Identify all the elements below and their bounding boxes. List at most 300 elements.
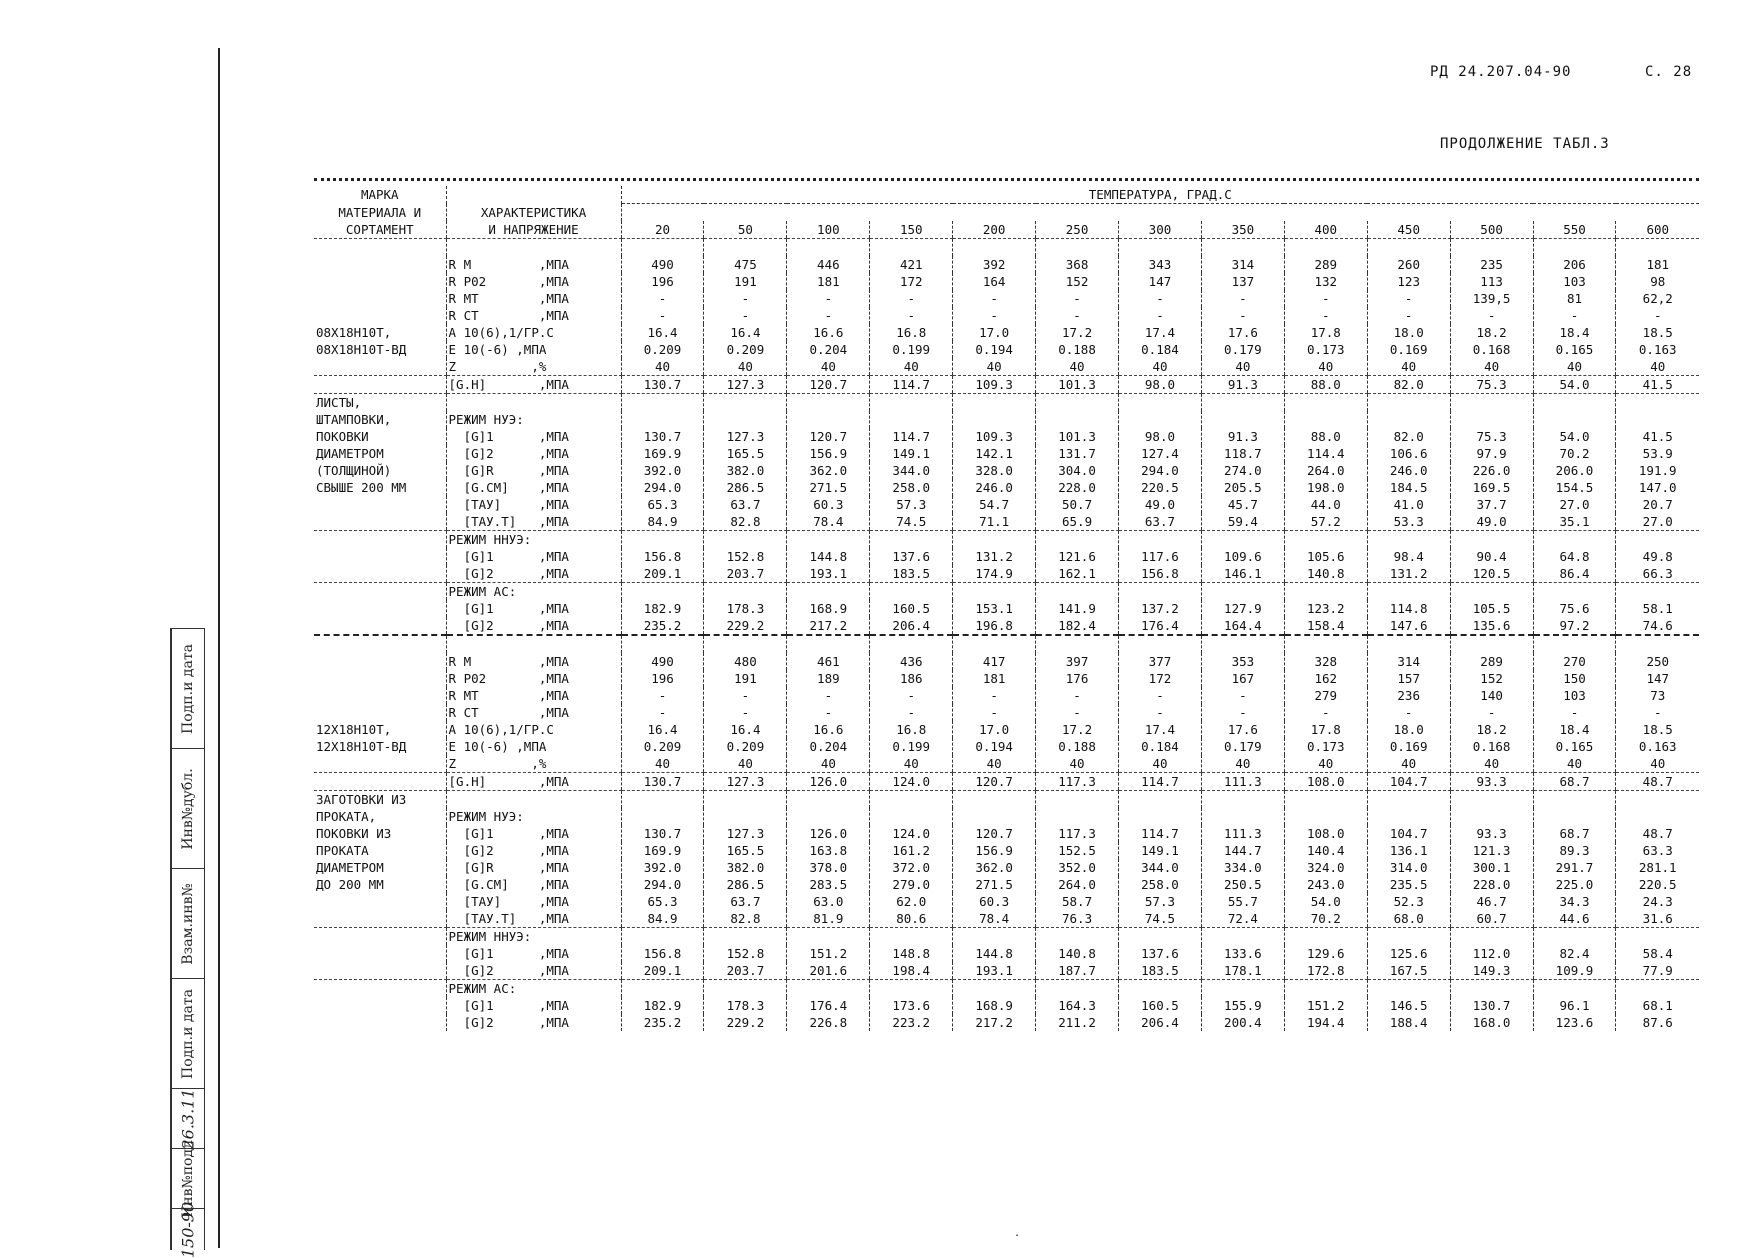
value-cell: 91.3 <box>1201 428 1284 445</box>
value-cell: 168.0 <box>1450 1014 1533 1031</box>
table-row <box>314 721 1699 738</box>
characteristic-cell: R CT ,МПА <box>446 307 621 324</box>
table-row <box>314 617 1699 635</box>
value-cell: 40 <box>621 755 704 773</box>
value-cell: 264.0 <box>1036 876 1119 893</box>
value-cell: 87.6 <box>1616 1014 1699 1031</box>
value-cell: 81.9 <box>787 910 870 928</box>
value-cell: - <box>870 704 953 721</box>
table-row <box>314 513 1699 531</box>
value-cell <box>1450 411 1533 428</box>
material-cell: ДИАМЕТРОМ <box>316 446 384 461</box>
value-cell: 125.6 <box>1367 945 1450 962</box>
material-cell <box>314 704 446 721</box>
value-cell: 89.3 <box>1533 842 1616 859</box>
characteristic-header <box>446 186 621 204</box>
value-cell: 40 <box>1036 755 1119 773</box>
material-cell <box>314 358 446 376</box>
value-cell: 16.6 <box>787 324 870 341</box>
value-cell: 181 <box>953 670 1036 687</box>
value-cell <box>953 791 1036 809</box>
value-cell <box>787 531 870 549</box>
value-cell: 109.9 <box>1533 962 1616 980</box>
value-cell: 352.0 <box>1036 859 1119 876</box>
temperature-column-header: 100 <box>787 221 870 239</box>
value-cell: 152.5 <box>1036 842 1119 859</box>
value-cell: 243.0 <box>1284 876 1367 893</box>
value-cell <box>1201 531 1284 549</box>
material-cell: СВЫШЕ 200 ММ <box>316 480 407 495</box>
material-cell <box>314 773 446 791</box>
value-cell: 45.7 <box>1201 496 1284 513</box>
value-cell: 63.7 <box>704 893 787 910</box>
value-cell <box>704 980 787 998</box>
value-cell: 314 <box>1201 256 1284 273</box>
value-cell: 187.7 <box>1036 962 1119 980</box>
value-cell: 65.9 <box>1036 513 1119 531</box>
value-cell: 40 <box>1201 755 1284 773</box>
value-cell <box>1533 531 1616 549</box>
value-cell: 82.0 <box>1367 428 1450 445</box>
value-cell: - <box>1036 687 1119 704</box>
value-cell: 109.6 <box>1201 548 1284 565</box>
approval-stamp <box>170 628 205 1258</box>
characteristic-cell: РЕЖИМ АС: <box>446 980 621 998</box>
value-cell: 172.8 <box>1284 962 1367 980</box>
value-cell <box>1036 808 1119 825</box>
value-cell: 150 <box>1533 670 1616 687</box>
value-cell <box>1367 411 1450 428</box>
table-header-row-2: МАТЕРИАЛА И ХАРАКТЕРИСТИКА <box>314 204 1699 222</box>
table-row <box>314 428 1699 445</box>
temperature-column-header: 350 <box>1201 221 1284 239</box>
value-cell: 164 <box>953 273 1036 290</box>
characteristic-cell: R M ,МПА <box>446 256 621 273</box>
value-cell: 40 <box>1616 755 1699 773</box>
value-cell: 372.0 <box>870 859 953 876</box>
value-cell: 137 <box>1201 273 1284 290</box>
value-cell <box>1284 583 1367 601</box>
value-cell: 63.3 <box>1616 842 1699 859</box>
material-cell <box>314 980 446 998</box>
value-cell <box>1616 980 1699 998</box>
value-cell: 65.3 <box>621 893 704 910</box>
value-cell: 173.6 <box>870 997 953 1014</box>
value-cell: 93.3 <box>1450 825 1533 842</box>
value-cell: 82.8 <box>704 910 787 928</box>
value-cell: 126.0 <box>787 773 870 791</box>
value-cell: 183.5 <box>870 565 953 583</box>
value-cell <box>621 791 704 809</box>
value-cell: 250.5 <box>1201 876 1284 893</box>
value-cell: - <box>704 307 787 324</box>
value-cell: 260 <box>1367 256 1450 273</box>
value-cell: 127.3 <box>704 376 787 394</box>
material-cell <box>314 496 446 513</box>
value-cell: 40 <box>1367 755 1450 773</box>
table-row <box>314 859 1699 876</box>
value-cell: 206 <box>1533 256 1616 273</box>
value-cell: 17.0 <box>953 721 1036 738</box>
value-cell: 228.0 <box>1450 876 1533 893</box>
value-cell: 246.0 <box>1367 462 1450 479</box>
value-cell: 65.3 <box>621 496 704 513</box>
value-cell: 71.1 <box>953 513 1036 531</box>
material-properties-table <box>314 186 1699 1031</box>
value-cell: 17.8 <box>1284 721 1367 738</box>
material-cell <box>314 962 446 980</box>
value-cell <box>1616 791 1699 809</box>
characteristic-cell: [G]1 ,МПА <box>446 997 621 1014</box>
material-cell <box>314 1014 446 1031</box>
value-cell: 49.0 <box>1450 513 1533 531</box>
value-cell: - <box>1533 704 1616 721</box>
value-cell: 167.5 <box>1367 962 1450 980</box>
value-cell: 144.8 <box>787 548 870 565</box>
value-cell: 162 <box>1284 670 1367 687</box>
value-cell: 172 <box>1119 670 1202 687</box>
value-cell <box>953 808 1036 825</box>
value-cell: 88.0 <box>1284 428 1367 445</box>
temperature-column-header: 400 <box>1284 221 1367 239</box>
value-cell <box>621 980 704 998</box>
material-cell <box>314 548 446 565</box>
value-cell: 264.0 <box>1284 462 1367 479</box>
characteristic-cell: [G]1 ,МПА <box>446 600 621 617</box>
value-cell: 144.7 <box>1201 842 1284 859</box>
value-cell: 17.2 <box>1036 721 1119 738</box>
value-cell: 147 <box>1119 273 1202 290</box>
table-row <box>314 876 1699 893</box>
table-row <box>314 583 1699 601</box>
value-cell: 117.3 <box>1036 773 1119 791</box>
value-cell: 397 <box>1036 653 1119 670</box>
value-cell: 60.3 <box>953 893 1036 910</box>
temperature-columns-row: СОРТАМЕНТ И НАПРЯЖЕНИЕ 20 50 100 150 200 250 300 350 400 450 500 550 600 <box>314 221 1699 239</box>
value-cell: 176.4 <box>1119 617 1202 635</box>
table-row <box>314 670 1699 687</box>
value-cell: - <box>787 290 870 307</box>
material-cell <box>314 910 446 928</box>
value-cell <box>1284 808 1367 825</box>
value-cell: - <box>1284 307 1367 324</box>
value-cell: 130.7 <box>621 428 704 445</box>
value-cell: 34.3 <box>1533 893 1616 910</box>
value-cell: 97.9 <box>1450 445 1533 462</box>
value-cell <box>953 980 1036 998</box>
temperature-column-header: 250 <box>1036 221 1119 239</box>
value-cell <box>1533 980 1616 998</box>
temperature-column-header: 550 <box>1533 221 1616 239</box>
material-cell <box>314 945 446 962</box>
temperature-header: ТЕМПЕРАТУРА, ГРАД.С <box>621 186 1699 204</box>
value-cell: 0.163 <box>1616 738 1699 755</box>
temperature-column-header: 450 <box>1367 221 1450 239</box>
value-cell: 40 <box>870 358 953 376</box>
value-cell: 140.8 <box>1284 565 1367 583</box>
value-cell: 191 <box>704 273 787 290</box>
value-cell: 105.5 <box>1450 600 1533 617</box>
value-cell: - <box>704 704 787 721</box>
value-cell: 163.8 <box>787 842 870 859</box>
value-cell: 40 <box>704 358 787 376</box>
value-cell: 68.1 <box>1616 997 1699 1014</box>
value-cell: 0.169 <box>1367 738 1450 755</box>
value-cell: 156.9 <box>953 842 1036 859</box>
value-cell: 160.5 <box>870 600 953 617</box>
characteristic-cell: РЕЖИМ НУЭ: <box>446 808 621 825</box>
characteristic-cell: [G]2 ,МПА <box>446 445 621 462</box>
characteristic-cell: A 10(6),1/ГР.С <box>446 324 621 341</box>
value-cell: 131.2 <box>953 548 1036 565</box>
value-cell <box>787 411 870 428</box>
value-cell: - <box>1201 307 1284 324</box>
table-row <box>314 479 1699 496</box>
value-cell: 16.4 <box>621 324 704 341</box>
value-cell <box>870 411 953 428</box>
value-cell: 140.4 <box>1284 842 1367 859</box>
value-cell: 324.0 <box>1284 859 1367 876</box>
value-cell: 17.6 <box>1201 721 1284 738</box>
value-cell <box>1201 808 1284 825</box>
value-cell: - <box>1367 307 1450 324</box>
table-row <box>314 445 1699 462</box>
value-cell: 82.8 <box>704 513 787 531</box>
value-cell: 193.1 <box>787 565 870 583</box>
value-cell: 294.0 <box>1119 462 1202 479</box>
characteristic-cell: R MT ,МПА <box>446 687 621 704</box>
value-cell: 81 <box>1533 290 1616 307</box>
value-cell: 40 <box>953 358 1036 376</box>
value-cell <box>1450 583 1533 601</box>
value-cell: 168.9 <box>787 600 870 617</box>
value-cell: 436 <box>870 653 953 670</box>
value-cell <box>870 531 953 549</box>
characteristic-cell: R MT ,МПА <box>446 290 621 307</box>
temperature-column-header: 50 <box>704 221 787 239</box>
table-row <box>314 394 1699 412</box>
value-cell <box>1284 791 1367 809</box>
value-cell: 203.7 <box>704 565 787 583</box>
table-row <box>314 273 1699 290</box>
value-cell: 236 <box>1367 687 1450 704</box>
value-cell: 27.0 <box>1616 513 1699 531</box>
material-cell <box>314 653 446 670</box>
material-cell <box>314 256 446 273</box>
table-row <box>314 341 1699 358</box>
value-cell: 53.3 <box>1367 513 1450 531</box>
value-cell <box>1119 531 1202 549</box>
value-cell: 169.9 <box>621 842 704 859</box>
value-cell <box>1119 980 1202 998</box>
value-cell: 328 <box>1284 653 1367 670</box>
value-cell: 0.188 <box>1036 341 1119 358</box>
value-cell: 228.0 <box>1036 479 1119 496</box>
table-row <box>314 324 1699 341</box>
characteristic-cell: [G.CM] ,МПА <box>446 876 621 893</box>
value-cell <box>953 928 1036 946</box>
value-cell <box>1201 980 1284 998</box>
value-cell: 105.6 <box>1284 548 1367 565</box>
value-cell: 44.0 <box>1284 496 1367 513</box>
value-cell: 140.8 <box>1036 945 1119 962</box>
value-cell <box>1533 394 1616 412</box>
value-cell: 127.9 <box>1201 600 1284 617</box>
value-cell: 46.7 <box>1450 893 1533 910</box>
value-cell: 62,2 <box>1616 290 1699 307</box>
value-cell: 121.3 <box>1450 842 1533 859</box>
value-cell: 274.0 <box>1201 462 1284 479</box>
value-cell: 229.2 <box>704 1014 787 1031</box>
material-cell <box>314 600 446 617</box>
value-cell: - <box>621 290 704 307</box>
value-cell: - <box>1201 704 1284 721</box>
value-cell <box>621 808 704 825</box>
value-cell: 118.7 <box>1201 445 1284 462</box>
value-cell <box>1450 808 1533 825</box>
characteristic-cell: A 10(6),1/ГР.С <box>446 721 621 738</box>
value-cell: 17.8 <box>1284 324 1367 341</box>
value-cell: 40 <box>953 755 1036 773</box>
characteristic-cell: [G]R ,МПА <box>446 462 621 479</box>
value-cell: 225.0 <box>1533 876 1616 893</box>
value-cell: 144.8 <box>953 945 1036 962</box>
characteristic-cell: [ТАУ] ,МПА <box>446 893 621 910</box>
characteristic-cell: [G]2 ,МПА <box>446 617 621 635</box>
value-cell <box>1367 928 1450 946</box>
value-cell <box>704 791 787 809</box>
value-cell <box>1119 791 1202 809</box>
value-cell: 169.9 <box>621 445 704 462</box>
value-cell: 289 <box>1450 653 1533 670</box>
table-row <box>314 704 1699 721</box>
value-cell: 344.0 <box>1119 859 1202 876</box>
value-cell: 130.7 <box>621 376 704 394</box>
value-cell: 137.6 <box>1119 945 1202 962</box>
value-cell: 0.168 <box>1450 738 1533 755</box>
value-cell: 133.6 <box>1201 945 1284 962</box>
value-cell: 58.7 <box>1036 893 1119 910</box>
value-cell <box>704 583 787 601</box>
value-cell <box>870 928 953 946</box>
value-cell: - <box>953 704 1036 721</box>
value-cell <box>787 583 870 601</box>
value-cell <box>1284 531 1367 549</box>
value-cell: 174.9 <box>953 565 1036 583</box>
value-cell: 109.3 <box>953 428 1036 445</box>
value-cell: 0.165 <box>1533 341 1616 358</box>
value-cell <box>1119 808 1202 825</box>
value-cell: 250 <box>1616 653 1699 670</box>
value-cell: 201.6 <box>787 962 870 980</box>
value-cell: 124.0 <box>870 825 953 842</box>
value-cell: - <box>1284 704 1367 721</box>
characteristic-cell: РЕЖИМ ННУЭ: <box>446 928 621 946</box>
value-cell: 80.6 <box>870 910 953 928</box>
value-cell: 147.0 <box>1616 479 1699 496</box>
characteristic-cell: E 10(-6) ,МПА <box>446 738 621 755</box>
material-cell <box>314 376 446 394</box>
stamp-cell-original-no: Инв№подл <box>172 1148 204 1209</box>
value-cell: 152.8 <box>704 945 787 962</box>
temperature-column-header: 200 <box>953 221 1036 239</box>
value-cell: 182.4 <box>1036 617 1119 635</box>
value-cell <box>704 928 787 946</box>
value-cell: 127.3 <box>704 428 787 445</box>
characteristic-cell <box>446 394 621 412</box>
characteristic-cell: [G]2 ,МПА <box>446 565 621 583</box>
value-cell: 328.0 <box>953 462 1036 479</box>
material-cell <box>314 928 446 946</box>
material-cell: ПОКОВКИ ИЗ <box>316 826 392 841</box>
value-cell: 40 <box>1616 358 1699 376</box>
value-cell: 206.4 <box>870 617 953 635</box>
value-cell: 153.1 <box>953 600 1036 617</box>
value-cell: - <box>953 307 1036 324</box>
value-cell: 103 <box>1533 687 1616 704</box>
value-cell <box>1036 411 1119 428</box>
value-cell: 17.4 <box>1119 324 1202 341</box>
value-cell: - <box>1119 307 1202 324</box>
table-top-rule <box>314 178 1699 181</box>
temperature-column-header: 20 <box>621 221 704 239</box>
value-cell: 126.0 <box>787 825 870 842</box>
value-cell: - <box>870 290 953 307</box>
value-cell <box>1450 980 1533 998</box>
value-cell: 58.4 <box>1616 945 1699 962</box>
stamp-handwritten-date: 26.3.11 <box>172 1088 204 1149</box>
value-cell: - <box>787 307 870 324</box>
value-cell: 181 <box>787 273 870 290</box>
value-cell: 220.5 <box>1119 479 1202 496</box>
value-cell: 0.168 <box>1450 341 1533 358</box>
characteristic-cell: [G.H] ,МПА <box>446 376 621 394</box>
value-cell <box>1533 411 1616 428</box>
value-cell: 156.8 <box>621 548 704 565</box>
value-cell: 98.0 <box>1119 376 1202 394</box>
table-row <box>314 928 1699 946</box>
value-cell: 137.2 <box>1119 600 1202 617</box>
value-cell: 104.7 <box>1367 825 1450 842</box>
temperature-column-header: 600 <box>1616 221 1699 239</box>
table-row <box>314 980 1699 998</box>
group-spacer-row <box>314 635 1699 653</box>
value-cell: 114.4 <box>1284 445 1367 462</box>
material-cell: 12Х18Н10Т-ВД <box>316 739 407 754</box>
value-cell: 53.9 <box>1616 445 1699 462</box>
table-row <box>314 893 1699 910</box>
value-cell: 188.4 <box>1367 1014 1450 1031</box>
value-cell <box>1367 394 1450 412</box>
material-cell: 12Х18Н10Т, <box>316 722 392 737</box>
value-cell: 40 <box>1036 358 1119 376</box>
value-cell: 392 <box>953 256 1036 273</box>
value-cell: 300.1 <box>1450 859 1533 876</box>
value-cell: 123.6 <box>1533 1014 1616 1031</box>
value-cell <box>1036 980 1119 998</box>
value-cell: 229.2 <box>704 617 787 635</box>
value-cell: 40 <box>704 755 787 773</box>
value-cell <box>1616 411 1699 428</box>
value-cell: - <box>1367 704 1450 721</box>
table-row <box>314 755 1699 773</box>
table-row <box>314 411 1699 428</box>
value-cell: 283.5 <box>787 876 870 893</box>
value-cell: - <box>1616 307 1699 324</box>
value-cell: 334.0 <box>1201 859 1284 876</box>
value-cell: 198.4 <box>870 962 953 980</box>
value-cell <box>953 394 1036 412</box>
